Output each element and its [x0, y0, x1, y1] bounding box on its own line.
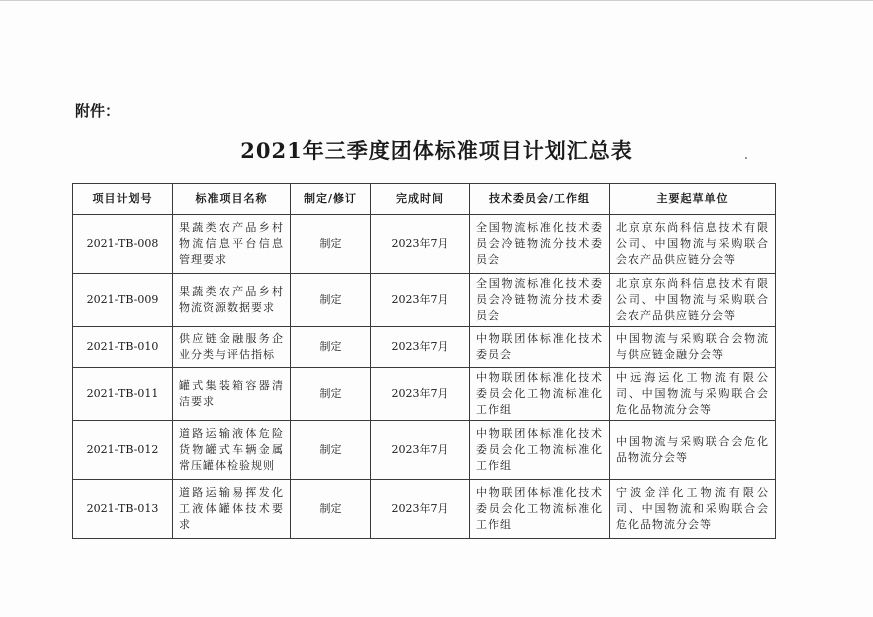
header-project-name: 标准项目名称 [173, 184, 291, 215]
cell-committee: 中物联团体标准化技术委员会化工物流标准化工作组 [470, 480, 610, 539]
cell-completion-time: 2023年7月 [371, 480, 470, 539]
cell-type: 制定 [291, 274, 371, 327]
table-row [73, 327, 776, 368]
cell-completion-time: 2023年7月 [371, 327, 470, 368]
cell-plan-number: 2021-TB-011 [73, 368, 173, 421]
cell-committee: 全国物流标准化技术委员会冷链物流分技术委员会 [470, 215, 610, 274]
header-type: 制定/修订 [291, 184, 371, 215]
cell-drafting-units: 宁波金洋化工物流有限公司、中国物流和采购联合会危化品物流分会等 [610, 480, 776, 539]
document-title: 2021年三季度团体标准项目计划汇总表 [240, 138, 633, 163]
cell-project-name: 果蔬类农产品乡村物流资源数据要求 [173, 274, 291, 327]
cell-plan-number: 2021-TB-009 [73, 274, 173, 327]
table-header-row [73, 184, 776, 215]
cell-committee: 中物联团体标准化技术委员会 [470, 327, 610, 368]
cell-drafting-units: 北京京东尚科信息技术有限公司、中国物流与采购联合会农产品供应链分会等 [610, 274, 776, 327]
cell-completion-time: 2023年7月 [371, 421, 470, 480]
cell-plan-number: 2021-TB-010 [73, 327, 173, 368]
cell-type: 制定 [291, 421, 371, 480]
header-plan-number: 项目计划号 [73, 184, 173, 215]
header-completion-time: 完成时间 [371, 184, 470, 215]
cell-type: 制定 [291, 480, 371, 539]
header-drafting-units: 主要起草单位 [610, 184, 776, 215]
cell-committee: 中物联团体标准化技术委员会化工物流标准化工作组 [470, 368, 610, 421]
header-committee: 技术委员会/工作组 [470, 184, 610, 215]
cell-project-name: 供应链金融服务企业分类与评估指标 [173, 327, 291, 368]
cell-completion-time: 2023年7月 [371, 215, 470, 274]
plan-table [72, 183, 776, 539]
cell-project-name: 果蔬类农产品乡村物流信息平台信息管理要求 [173, 215, 291, 274]
cell-drafting-units: 北京京东尚科信息技术有限公司、中国物流与采购联合会农产品供应链分会等 [610, 215, 776, 274]
cell-drafting-units: 中国物流与采购联合会危化品物流分会等 [610, 421, 776, 480]
table-row [73, 421, 776, 480]
cell-type: 制定 [291, 368, 371, 421]
cell-drafting-units: 中远海运化工物流有限公司、中国物流与采购联合会危化品物流分会等 [610, 368, 776, 421]
cell-type: 制定 [291, 215, 371, 274]
cell-completion-time: 2023年7月 [371, 368, 470, 421]
cell-project-name: 道路运输易挥发化工液体罐体技术要求 [173, 480, 291, 539]
cell-completion-time: 2023年7月 [371, 274, 470, 327]
cell-project-name: 罐式集装箱容器清洁要求 [173, 368, 291, 421]
cell-plan-number: 2021-TB-008 [73, 215, 173, 274]
cell-drafting-units: 中国物流与采购联合会物流与供应链金融分会等 [610, 327, 776, 368]
table-row [73, 368, 776, 421]
table-row [73, 274, 776, 327]
cell-plan-number: 2021-TB-012 [73, 421, 173, 480]
table-row [73, 215, 776, 274]
scan-top-edge [0, 0, 873, 1]
attachment-label: 附件： [75, 102, 121, 120]
cell-plan-number: 2021-TB-013 [73, 480, 173, 539]
cell-type: 制定 [291, 327, 371, 368]
table-row [73, 480, 776, 539]
scan-speck [745, 157, 747, 159]
cell-committee: 中物联团体标准化技术委员会化工物流标准化工作组 [470, 421, 610, 480]
cell-committee: 全国物流标准化技术委员会冷链物流分技术委员会 [470, 274, 610, 327]
cell-project-name: 道路运输液体危险货物罐式车辆金属常压罐体检验规则 [173, 421, 291, 480]
